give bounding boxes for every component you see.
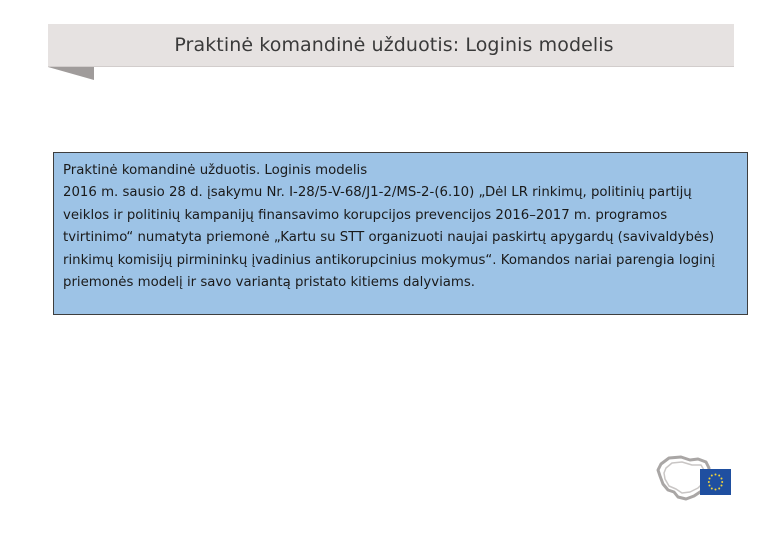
title-banner: [48, 24, 734, 67]
eu-flag-icon: [700, 469, 731, 495]
slide-title: Praktinė komandinė užduotis: Loginis modelis: [174, 34, 614, 56]
task-body: 2016 m. sausio 28 d. įsakymu Nr. I-28/5-V-68/J1-2/MS-2-(6.10) „Dėl LR rinkimų, politinių partijų veiklos ir politinių kampanijų finansavimo korupcijos prevencijos 2016–2017 m. programos tvirtinimo“ numatyta priemonė „Kartu su STT organizuoti naujai paskirtų apygardų (savivaldybės) rinkimų komisijų pirmininkų įvadinius antikorupcinius mokymus“. Komandos nariai parengia loginį priemonės modelį ir savo variantą pristato kitiems dalyviams.: [63, 185, 715, 291]
task-description-box: [53, 152, 748, 315]
banner-tab-icon: [48, 67, 94, 80]
task-heading: Praktinė komandinė užduotis. Loginis modelis: [63, 163, 368, 178]
logo-group: [654, 452, 736, 504]
